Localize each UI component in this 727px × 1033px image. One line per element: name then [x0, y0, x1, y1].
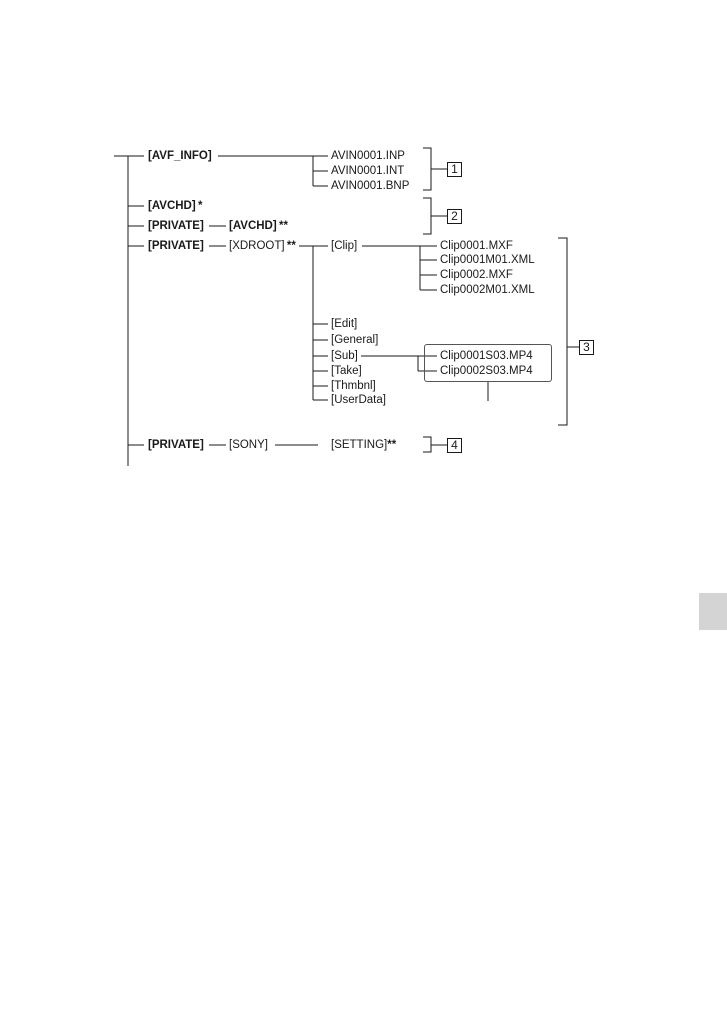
thmbnl-folder: [Thmbnl]: [331, 380, 376, 392]
take-folder: [Take]: [331, 365, 362, 377]
callout-4: 4: [447, 438, 462, 453]
clip-file: Clip0002.MXF: [440, 269, 513, 281]
clip-file: Clip0001.MXF: [440, 240, 513, 252]
avf-file-bnp: AVIN0001.BNP: [331, 180, 410, 192]
page-edge-tab: [699, 593, 727, 630]
edit-folder: [Edit]: [331, 318, 358, 330]
avf-file-inp: AVIN0001.INP: [331, 150, 405, 162]
avf-info-folder: [AVF_INFO]: [148, 150, 212, 162]
clip-file: Clip0002M01.XML: [440, 284, 535, 296]
general-folder: [General]: [331, 334, 379, 346]
avf-file-int: AVIN0001.INT: [331, 165, 405, 177]
sony-folder: [SONY]: [229, 439, 268, 451]
sub-folder: [Sub]: [331, 350, 358, 362]
double-asterisk-mark: **: [387, 439, 397, 451]
private-folder: [PRIVATE]: [148, 439, 204, 451]
xdroot-folder: [XDROOT] **: [229, 240, 296, 252]
callout-1: 1: [447, 162, 462, 177]
private-folder: [PRIVATE]: [148, 220, 204, 232]
asterisk-mark: *: [198, 200, 203, 212]
callout-3: 3: [579, 340, 594, 355]
callout-2: 2: [447, 209, 462, 224]
avchd-root-folder: [AVCHD] *: [148, 200, 203, 212]
sub-file: Clip0002S03.MP4: [440, 365, 533, 377]
double-asterisk-mark: **: [286, 240, 296, 252]
clip-file: Clip0001M01.XML: [440, 254, 535, 266]
private-avchd-folder: [AVCHD] **: [229, 220, 288, 232]
setting-folder: [SETTING]**: [331, 439, 397, 451]
private-folder: [PRIVATE]: [148, 240, 204, 252]
clip-folder: [Clip]: [331, 240, 358, 252]
double-asterisk-mark: **: [279, 220, 288, 232]
userdata-folder: [UserData]: [331, 394, 386, 406]
sub-file: Clip0001S03.MP4: [440, 350, 533, 362]
